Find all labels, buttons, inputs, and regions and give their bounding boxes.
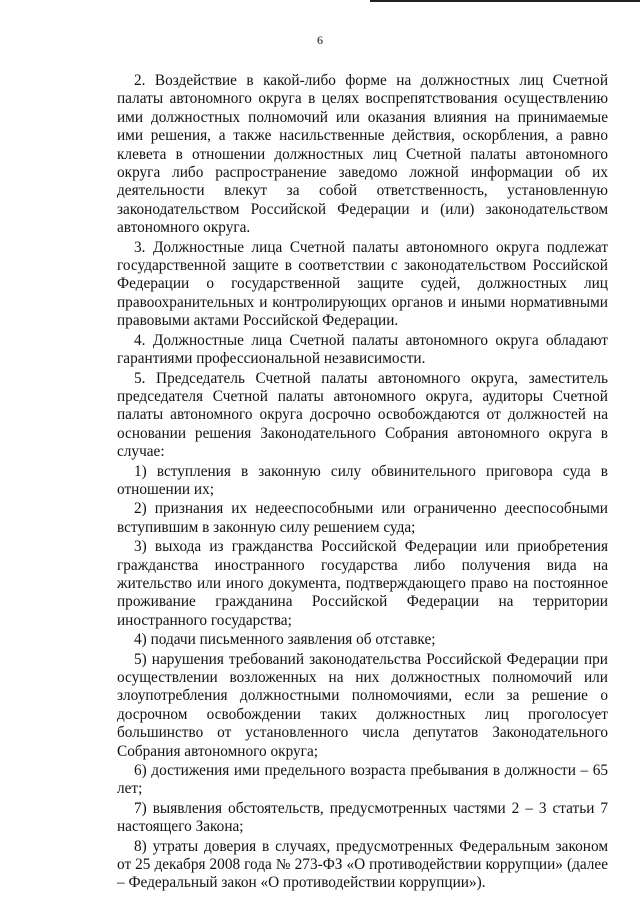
paragraph: 2. Воздействие в какой-либо форме на должностных лиц Счетной палаты автономного округа в целях воспрепятствования осуществлению ими должностных полномочий или оказания влияния на принимаемые ими решения, а также насильственные действия, оскорбления, а равно клевета в отношении должностных лиц Счетной палаты автономного округа либо распространение заведомо ложной информации об их деятельности влекут за собой ответственность, установленную законодательством Российской Федерации и (или) законодательством автономного округа. [117, 72, 608, 237]
document-body [117, 72, 608, 894]
list-item: 7) выявления обстоятельств, предусмотренных частями 2 – 3 статьи 7 настоящего Закона; [117, 799, 608, 836]
list-item: 5) нарушения требований законодательства Российской Федерации при осуществлении возложенных на них должностных полномочий или злоупотребления должностными полномочиями, если за решение о досрочном освобождении таких должностных лиц проголосует большинство от установленного числа депутатов Законодательного Собрания автономного округа; [117, 650, 608, 760]
list-item: 1) вступления в законную силу обвинительного приговора суда в отношении их; [117, 462, 608, 498]
list-item: 2) признания их недееспособными или ограниченно дееспособными вступившим в законную силу решением суда; [117, 500, 608, 536]
list-item: 3) выхода из гражданства Российской Федерации или приобретения гражданства иностранного государства либо получения вида на жительство или иного документа, подтверждающего право на постоянное проживание гражданина Российской Федерации на территории иностранного государства; [117, 538, 608, 629]
list-item: 6) достижения ими предельного возраста пребывания в должности – 65 лет; [117, 762, 608, 798]
paragraph: 4. Должностные лица Счетной палаты автономного округа обладают гарантиями профессиональной независимости. [117, 331, 608, 368]
list-item: 8) утраты доверия в случаях, предусмотренных Федеральным законом от 25 декабря 2008 года № 273-ФЗ «О противодействии коррупции» (далее – Федеральный закон «О противодействии коррупции»). [117, 837, 608, 892]
top-border-line [370, 0, 640, 2]
paragraph: 5. Председатель Счетной палаты автономного округа, заместитель председателя Счетной палаты автономного округа, аудиторы Счетной палаты автономного округа досрочно освобождаются от должностей на основании решения Законодательного Собрания автономного округа в случае: [117, 369, 608, 461]
list-item: 4) подачи письменного заявления об отставке; [134, 631, 436, 649]
paragraph: 3. Должностные лица Счетной палаты автономного округа подлежат государственной защите в соответствии с законодательством Российской Федерации о государственной защите судей, должностных лиц правоохранительных и контролирующих органов и иными нормативными правовыми актами Российской Федерации. [117, 238, 608, 330]
page-number: 6 [317, 33, 323, 47]
